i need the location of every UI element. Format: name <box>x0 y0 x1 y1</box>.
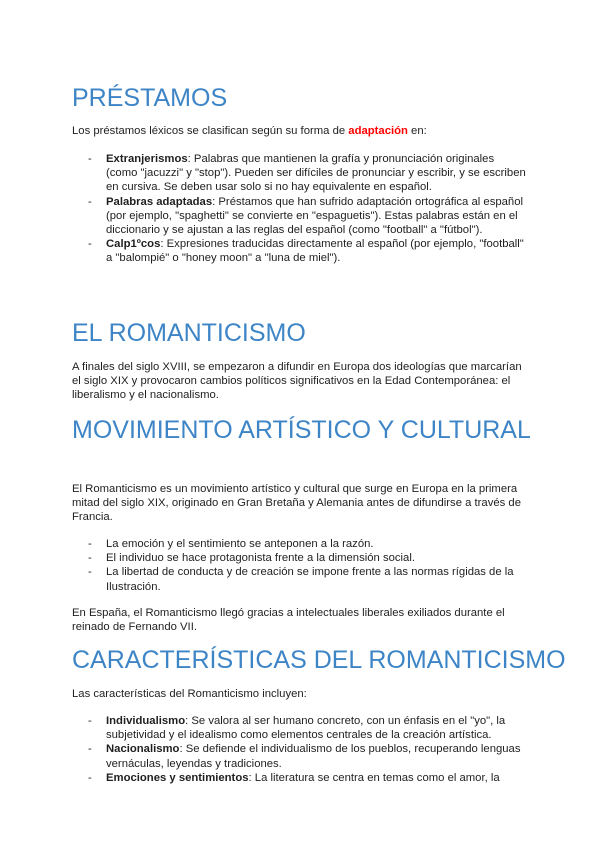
item-text: La libertad de conducta y de creación se impone frente a las normas rígidas de la Ilustración. <box>106 566 514 593</box>
romanticismo-intro: A finales del siglo XVIII, se empezaron a difundir en Europa dos ideologías que marcarían el siglo XIX y provocaron cambios políticos significativos en la Edad Contemporánea: el liberalismo y el nacionalismo. <box>72 361 522 402</box>
list-marker: - <box>88 238 92 251</box>
movimiento-closing: En España, el Romanticismo llegó gracias a intelectuales liberales exiliados durante el reinado de Fernando VII. <box>72 607 505 634</box>
list-item <box>88 565 528 593</box>
list-marker: - <box>88 195 92 208</box>
list-marker: - <box>88 771 92 784</box>
item-text: : Se defiende el individualismo de los pueblos, recuperando lenguas vernáculas, leyendas y tradiciones. <box>106 743 521 770</box>
heading-romanticismo: EL ROMANTICISMO <box>72 319 306 347</box>
list-item-emociones <box>88 771 528 785</box>
term-emociones: Emociones y sentimientos <box>106 771 249 784</box>
term-individualismo: Individualismo <box>106 715 186 727</box>
list-marker: - <box>88 552 92 565</box>
list-item <box>88 551 528 565</box>
prestamos-intro <box>72 124 532 138</box>
movimiento-list <box>88 537 528 594</box>
list-item <box>88 537 528 551</box>
adaptacion-highlight: adaptación <box>348 125 408 137</box>
item-text: : La literatura se centra en temas como el amor, la <box>248 771 500 784</box>
heading-caracteristicas: CARACTERÍSTICAS DEL ROMANTICISMO <box>72 646 566 674</box>
list-marker: - <box>88 743 92 756</box>
caracteristicas-list <box>88 714 528 785</box>
term-calcos: Calp1ºcos <box>106 238 161 251</box>
item-text: : Expresiones traducidas directamente al español (por ejemplo, "football" a "balompié" o "honey moon" a "luna de miel"). <box>106 238 524 265</box>
term-nacionalismo: Nacionalismo <box>106 743 180 756</box>
list-marker: - <box>88 153 92 165</box>
caracteristicas-intro: Las características del Romanticismo incluyen: <box>72 688 307 700</box>
intro-text-after: en: <box>407 125 427 137</box>
list-marker: - <box>88 566 92 579</box>
list-item-individualismo <box>88 714 528 742</box>
list-item-nacionalismo <box>88 742 528 770</box>
term-extranjerismos: Extranjerismos <box>106 153 188 165</box>
list-item-palabras-adaptadas <box>88 195 528 238</box>
prestamos-list <box>88 152 528 266</box>
term-palabras-adaptadas: Palabras adaptadas <box>106 195 213 208</box>
item-text: El individuo se hace protagonista frente a la dimensión social. <box>106 552 415 565</box>
list-item-extranjerismos <box>88 152 528 195</box>
item-text: La emoción y el sentimiento se anteponen a la razón. <box>106 538 374 550</box>
item-text: : Palabras que mantienen la grafía y pronunciación originales (como "jacuzzi" y "stop"). Pueden ser difíciles de pronunciar y escribir, y se escriben en cursiva. Se deben usar solo si no hay equivalente en español. <box>106 153 526 194</box>
item-text: : Préstamos que han sufrido adaptación ortográfica al español (por ejemplo, "spaghetti" se convierte en "espaguetis"). Estas palabras están en el diccionario y se ajustan a las reglas del español (como "football" a "fútbol"). <box>106 195 523 237</box>
movimiento-intro: El Romanticismo es un movimiento artístico y cultural que surge en Europa en la primera mitad del siglo XIX, originado en Gran Bretaña y Alemania antes de difundirse a través de Francia. <box>72 483 522 524</box>
list-marker: - <box>88 715 92 727</box>
heading-prestamos: PRÉSTAMOS <box>72 84 228 112</box>
heading-movimiento: MOVIMIENTO ARTÍSTICO Y CULTURAL <box>72 416 531 444</box>
item-text: : Se valora al ser humano concreto, con un énfasis en el "yo", la subjetividad y el idealismo como elementos centrales de la creación artística. <box>106 715 506 742</box>
list-item-calcos <box>88 237 528 265</box>
intro-text-before: Los préstamos léxicos se clasifican según su forma de <box>72 125 349 137</box>
list-marker: - <box>88 538 92 550</box>
